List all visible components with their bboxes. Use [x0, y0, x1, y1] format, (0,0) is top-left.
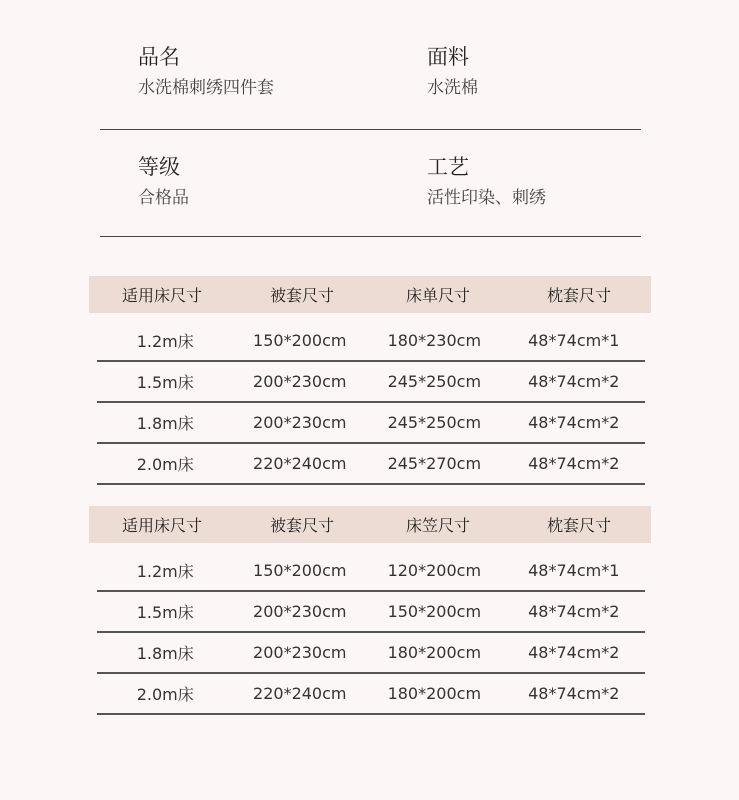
cell-duvet-size: 220*240cm [253, 684, 347, 703]
table-body [97, 321, 645, 485]
info-fabric [427, 47, 478, 97]
info-value: 水洗棉刺绣四件套 [138, 78, 274, 98]
cell-pillowcase-size: 48*74cm*1 [528, 561, 620, 580]
header-bed-size: 适用床尺寸 [121, 286, 202, 305]
cell-pillowcase-size: 48*74cm*2 [528, 454, 620, 473]
cell-bed-size: 1.2m床 [136, 562, 194, 581]
cell-duvet-size: 200*230cm [253, 372, 347, 391]
info-value: 合格品 [138, 188, 189, 208]
cell-sheet-size: 245*250cm [387, 413, 482, 432]
header-pillowcase-size: 枕套尺寸 [546, 516, 611, 535]
table-header [89, 506, 651, 543]
table-row [97, 633, 645, 674]
info-label: 面料 [427, 45, 469, 69]
info-label: 工艺 [427, 155, 469, 179]
header-fitted-sheet-size: 床笠尺寸 [405, 516, 470, 535]
header-pillowcase-size: 枕套尺寸 [546, 286, 611, 305]
cell-bed-size: 1.5m床 [136, 603, 194, 622]
size-table-sheet [89, 276, 651, 485]
cell-duvet-size: 150*200cm [253, 561, 347, 580]
table-body [97, 551, 645, 715]
cell-fitted-sheet-size: 180*200cm [387, 684, 482, 703]
info-process [427, 157, 546, 207]
table-header [89, 276, 651, 313]
cell-duvet-size: 200*230cm [253, 602, 347, 621]
cell-duvet-size: 200*230cm [253, 643, 347, 662]
table-row [97, 551, 645, 592]
cell-duvet-size: 200*230cm [253, 413, 347, 432]
cell-pillowcase-size: 48*74cm*2 [528, 372, 620, 391]
info-value: 水洗棉 [427, 78, 478, 98]
cell-bed-size: 1.8m床 [136, 644, 194, 663]
cell-pillowcase-size: 48*74cm*1 [528, 331, 620, 350]
info-label: 品名 [138, 45, 180, 69]
cell-sheet-size: 180*230cm [387, 331, 482, 350]
cell-bed-size: 2.0m床 [136, 455, 194, 474]
cell-fitted-sheet-size: 180*200cm [387, 643, 482, 662]
cell-bed-size: 1.5m床 [136, 373, 194, 392]
cell-bed-size: 2.0m床 [136, 685, 194, 704]
divider [100, 236, 641, 237]
info-label: 等级 [138, 155, 180, 179]
cell-bed-size: 1.8m床 [136, 414, 194, 433]
cell-pillowcase-size: 48*74cm*2 [528, 684, 620, 703]
cell-sheet-size: 245*250cm [387, 372, 482, 391]
cell-fitted-sheet-size: 120*200cm [387, 561, 482, 580]
info-grade [138, 157, 189, 207]
size-table-fitted [89, 506, 651, 715]
header-duvet-size: 被套尺寸 [269, 516, 334, 535]
cell-pillowcase-size: 48*74cm*2 [528, 413, 620, 432]
table-row [97, 444, 645, 485]
header-bed-size: 适用床尺寸 [121, 516, 202, 535]
table-row [97, 403, 645, 444]
table-row [97, 592, 645, 633]
cell-fitted-sheet-size: 150*200cm [387, 602, 482, 621]
table-row [97, 321, 645, 362]
info-value: 活性印染、刺绣 [427, 188, 546, 208]
table-row [97, 674, 645, 715]
cell-bed-size: 1.2m床 [136, 332, 194, 351]
cell-pillowcase-size: 48*74cm*2 [528, 643, 620, 662]
divider [100, 129, 641, 130]
header-duvet-size: 被套尺寸 [269, 286, 334, 305]
info-product-name [138, 47, 274, 97]
cell-duvet-size: 150*200cm [253, 331, 347, 350]
header-sheet-size: 床单尺寸 [405, 286, 470, 305]
cell-duvet-size: 220*240cm [253, 454, 347, 473]
cell-pillowcase-size: 48*74cm*2 [528, 602, 620, 621]
table-row [97, 362, 645, 403]
cell-sheet-size: 245*270cm [387, 454, 482, 473]
